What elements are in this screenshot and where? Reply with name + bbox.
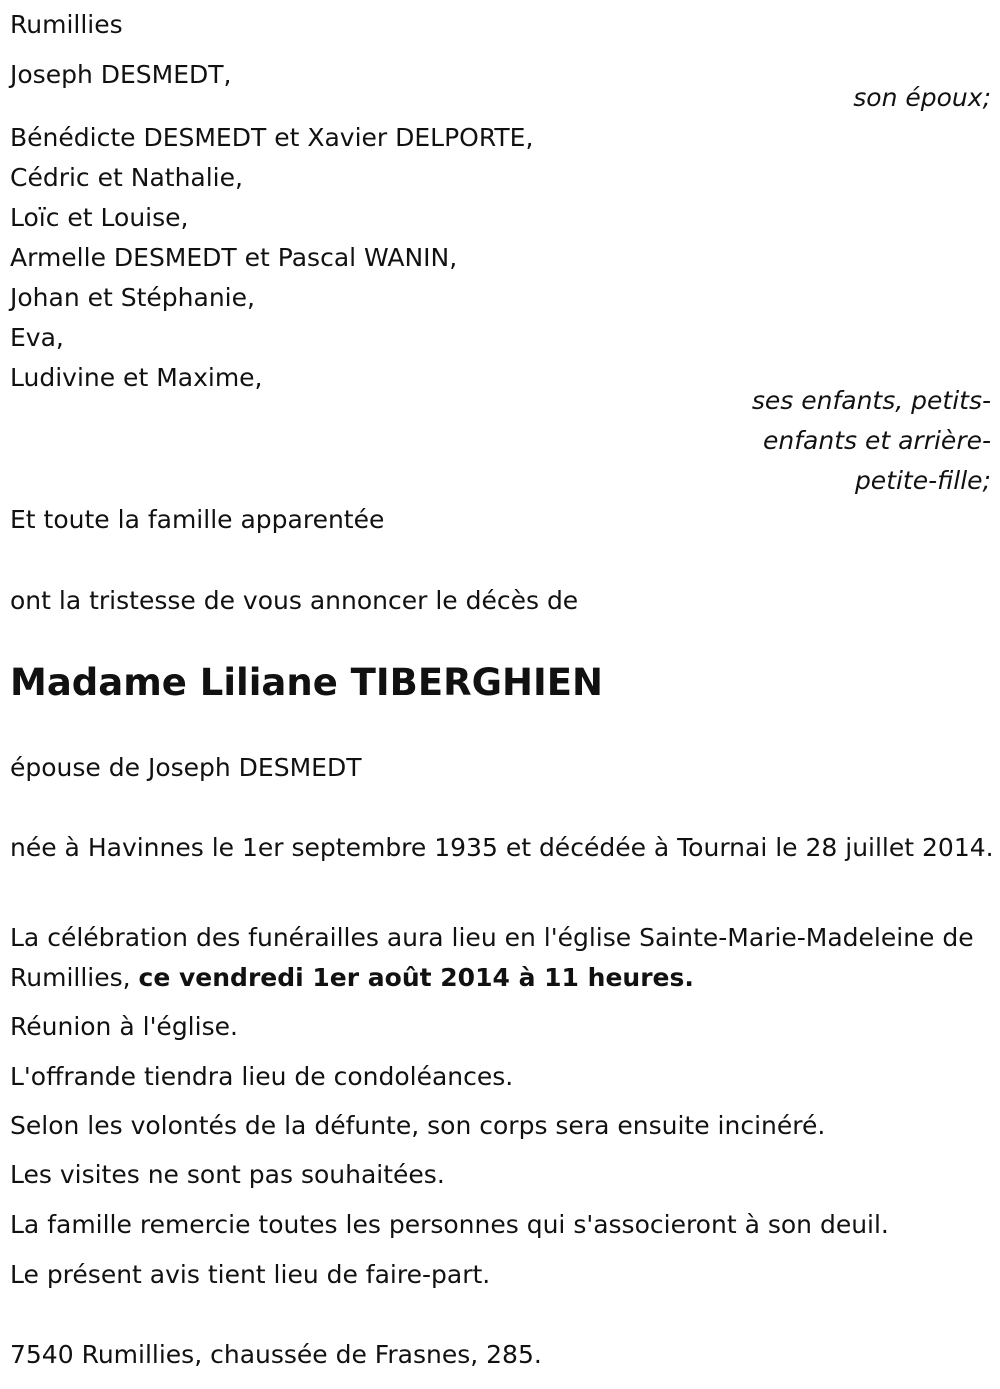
spouse-name: Joseph DESMEDT, <box>10 60 232 89</box>
ceremony-note: Selon les volontés de la défunte, son corps sera ensuite incinéré. <box>10 1111 826 1140</box>
extended-family: Et toute la famille apparentée <box>10 505 385 534</box>
family-member: Ludivine et Maxime, <box>10 363 263 392</box>
family-member: Eva, <box>10 323 64 352</box>
locality-header: Rumillies <box>10 10 123 39</box>
celebration-datetime: ce vendredi 1er août 2014 à 11 heures. <box>138 963 694 992</box>
ceremony-note: La famille remercie toutes les personnes qui s'associeront à son deuil. <box>10 1210 889 1239</box>
family-relation-line: ses enfants, petits- <box>751 386 991 415</box>
ceremony-note: Les visites ne sont pas souhaitées. <box>10 1160 445 1189</box>
family-relation-line: petite-fille; <box>854 466 991 495</box>
family-relation-line: enfants et arrière- <box>763 426 991 455</box>
deceased-name: Madame Liliane TIBERGHIEN <box>10 661 603 704</box>
announcement-intro: ont la tristesse de vous annoncer le décès de <box>10 586 579 615</box>
family-member: Bénédicte DESMEDT et Xavier DELPORTE, <box>10 123 534 152</box>
ceremony-note: Le présent avis tient lieu de faire-part. <box>10 1260 491 1289</box>
family-member: Armelle DESMEDT et Pascal WANIN, <box>10 243 458 272</box>
spouse-of: épouse de Joseph DESMEDT <box>10 753 362 782</box>
spouse-relation: son époux; <box>853 83 991 112</box>
address: 7540 Rumillies, chaussée de Frasnes, 285. <box>10 1340 542 1369</box>
family-member: Loïc et Louise, <box>10 203 189 232</box>
ceremony-note: L'offrande tiendra lieu de condoléances. <box>10 1062 514 1091</box>
birth-death-details: née à Havinnes le 1er septembre 1935 et décédée à Tournai le 28 juillet 2014. <box>10 833 994 862</box>
celebration-paragraph <box>10 918 995 998</box>
family-member: Johan et Stéphanie, <box>10 283 255 312</box>
ceremony-note: Réunion à l'église. <box>10 1012 238 1041</box>
celebration-text: La célébration des funérailles aura lieu en l'église Sainte-Marie-Madeleine de Rumillies, <box>10 923 974 992</box>
family-member: Cédric et Nathalie, <box>10 163 243 192</box>
